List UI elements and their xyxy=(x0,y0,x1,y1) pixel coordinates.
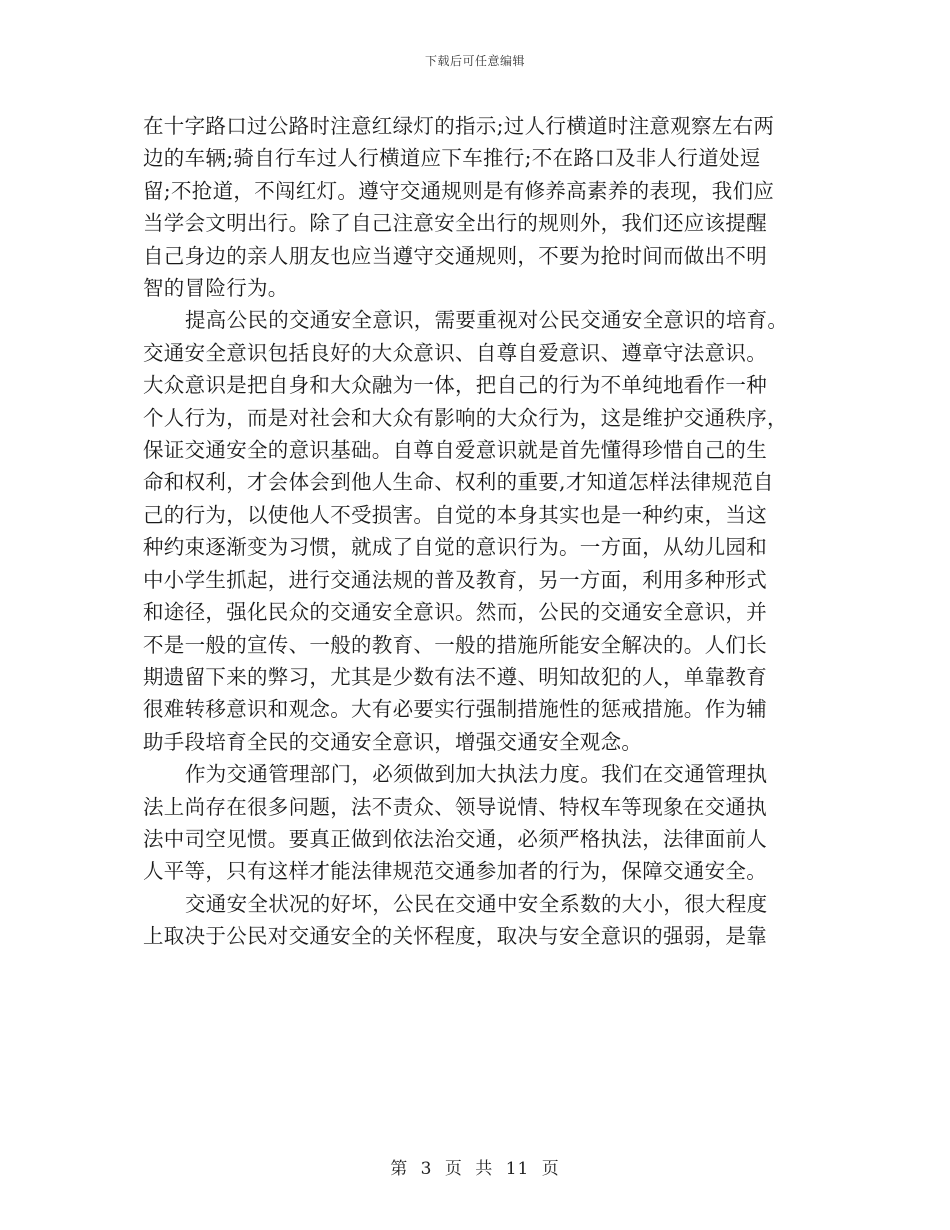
text-line: 中小学生抓起，进行交通法规的普及教育，另一方面，利用多种形式 xyxy=(143,567,767,592)
text-line: 己的行为，以使他人不受损害。自觉的本身其实也是一种约束，当这 xyxy=(143,502,767,527)
page-number: 第 3 页 共 11 页 xyxy=(390,1159,560,1179)
text-line: 上取决于公民对交通安全的关怀程度，取决与安全意识的强弱，是靠 xyxy=(143,924,767,949)
text-line: 在十字路口过公路时注意红绿灯的指示;过人行横道时注意观察左右两 xyxy=(143,114,775,138)
text-line: 智的冒险行为。 xyxy=(143,276,289,301)
text-line: 留;不抢道，不闯红灯。遵守交通规则是有修养高素养的表现，我们应 xyxy=(143,178,775,203)
text-line: 自己身边的亲人朋友也应当遵守交通规则，不要为抢时间而做出不明 xyxy=(143,243,767,268)
text-line: 交通安全意识包括良好的大众意识、自尊自爱意识、遵章守法意识。 xyxy=(143,340,767,365)
text-line: 命和权利，才会体会到他人生命、权利的重要,才知道怎样法律规范自 xyxy=(143,470,774,495)
text-line: 当学会文明出行。除了自己注意安全出行的规则外，我们还应该提醒 xyxy=(143,211,767,236)
text-line: 大众意识是把自身和大众融为一体，把自己的行为不单纯地看作一种 xyxy=(143,373,767,398)
text-line: 期遗留下来的弊习，尤其是少数有法不遵、明知故犯的人，单靠教育 xyxy=(143,664,767,689)
page-header: 下载后可任意编辑 xyxy=(424,54,525,68)
text-line: 法中司空见惯。要真正做到依法治交通，必须严格执法，法律面前人 xyxy=(143,826,767,851)
text-line: 助手段培育全民的交通安全意识，增强交通安全观念。 xyxy=(143,729,643,754)
text-line: 和途径，强化民众的交通安全意识。然而，公民的交通安全意识，并 xyxy=(143,600,767,625)
text-line: 人平等，只有这样才能法律规范交通参加者的行为，保障交通安全。 xyxy=(143,859,767,884)
text-line: 不是一般的宣传、一般的教育、一般的措施所能安全解决的。人们长 xyxy=(143,632,767,657)
paragraph-start-line: 交通安全状况的好坏，公民在交通中安全系数的大小，很大程度 xyxy=(185,891,768,916)
text-line: 个人行为，而是对社会和大众有影响的大众行为，这是维护交通秩序， xyxy=(143,405,788,430)
body-text xyxy=(143,110,808,953)
text-line: 种约束逐渐变为习惯，就成了自觉的意识行为。一方面，从幼儿园和 xyxy=(143,535,767,560)
text-line: 边的车辆;骑自行车过人行横道应下车推行;不在路口及非人行道处逗 xyxy=(143,146,761,171)
paragraph-start-line: 提高公民的交通安全意识，需要重视对公民交通安全意识的培育。 xyxy=(185,308,789,333)
text-line: 法上尚存在很多问题，法不责众、领导说情、特权车等现象在交通执 xyxy=(143,794,767,819)
text-line: 保证交通安全的意识基础。自尊自爱意识就是首先懂得珍惜自己的生 xyxy=(143,438,767,463)
paragraph-start-line: 作为交通管理部门，必须做到加大执法力度。我们在交通管理执 xyxy=(185,762,768,787)
text-line: 很难转移意识和观念。大有必要实行强制措施性的惩戒措施。作为辅 xyxy=(143,697,767,722)
